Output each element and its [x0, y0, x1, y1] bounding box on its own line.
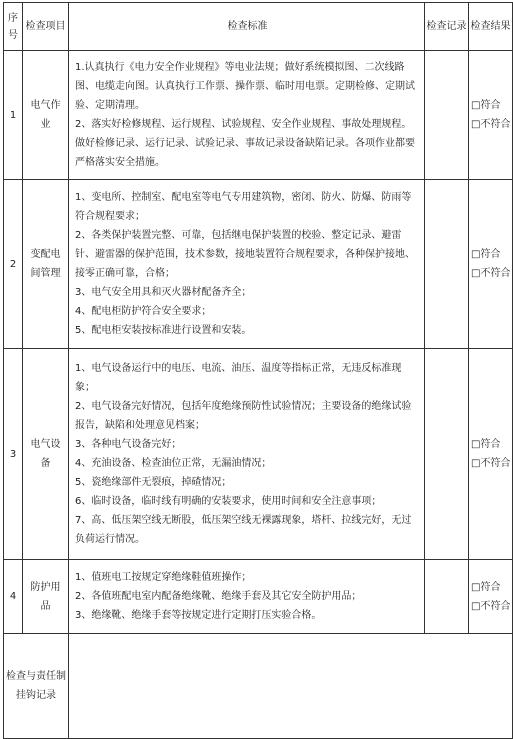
header-item: 检查项目 [23, 3, 69, 51]
standard-line: 3、电气安全用具和灭火器材配备齐全； [75, 287, 252, 298]
table-row [4, 51, 513, 180]
row-item: 电气设备 [23, 349, 69, 560]
standard-line: 7、高、低压架空线无断股，低压架空线无裸露现象，塔杆、拉线完好，无过负荷运行情况。 [75, 515, 412, 545]
standard-line: 1.认真执行《电力安全作业规程》等电业法规；做好系统模拟图、二次线路图、电缆走向图。认真执行工作票、操作票、临时用电票。定期检修、定期试验、定期清理。 [75, 62, 415, 111]
standard-line: 5、配电柜安装按标准进行设置和安装。 [75, 325, 252, 336]
row-standard [69, 560, 425, 634]
row-result [469, 180, 513, 349]
inspection-table [3, 2, 513, 739]
row-standard [69, 349, 425, 560]
standard-line: 6、临时设备，临时线有明确的安装要求，使用时间和安全注意事项； [75, 496, 382, 507]
result-ok-checkbox[interactable]: □符合 [471, 249, 501, 260]
table-row [4, 180, 513, 349]
standard-line: 3、各种电气设备完好； [75, 439, 182, 450]
result-ok-checkbox[interactable]: □符合 [471, 439, 501, 450]
standard-line: 1、电气设备运行中的电压、电流、油压、温度等指标正常，无违反标准现象； [75, 363, 402, 393]
row-standard [69, 51, 425, 180]
result-ng-checkbox[interactable]: □不符合 [471, 119, 511, 130]
row-record[interactable] [425, 51, 469, 180]
result-ng-checkbox[interactable]: □不符合 [471, 268, 511, 279]
header-record: 检查记录 [425, 3, 469, 51]
row-result [469, 51, 513, 180]
footer-label: 检查与责任制挂钩记录 [4, 634, 69, 739]
row-number: 2 [4, 180, 23, 349]
footer-row [4, 634, 513, 739]
table-row [4, 349, 513, 560]
standard-line: 2、电气设备完好情况，包括年度绝缘预防性试验情况；主要设备的绝缘试验报告，缺陷和处理意见档案； [75, 401, 412, 431]
row-number: 4 [4, 560, 23, 634]
row-number: 3 [4, 349, 23, 560]
row-record[interactable] [425, 180, 469, 349]
row-standard [69, 180, 425, 349]
row-item: 防护用品 [23, 560, 69, 634]
result-ok-checkbox[interactable]: □符合 [471, 100, 501, 111]
standard-line: 1、值班电工按规定穿绝缘鞋值班操作； [75, 572, 252, 583]
row-number: 1 [4, 51, 23, 180]
row-record[interactable] [425, 349, 469, 560]
header-no: 序号 [4, 3, 23, 51]
row-item: 变配电间管理 [23, 180, 69, 349]
row-record[interactable] [425, 560, 469, 634]
standard-line: 2、各值班配电室内配备绝缘靴、绝缘手套及其它安全防护用品； [75, 591, 362, 602]
standard-line: 1、变电所、控制室、配电室等电气专用建筑物，密闭、防火、防爆、防雨等符合规程要求； [75, 192, 412, 222]
footer-content[interactable] [69, 634, 513, 739]
table-row [4, 560, 513, 634]
result-ok-checkbox[interactable]: □符合 [471, 581, 501, 593]
table-header-row [4, 3, 513, 51]
result-ng-checkbox[interactable]: □不符合 [471, 458, 511, 469]
standard-line: 2、各类保护装置完整、可靠，包括继电保护装置的校验、整定记录、避雷针、避雷器的保护范围，技术参数，接地装置符合规程要求，各种保护接地、接零正确可靠，合格； [75, 230, 415, 279]
row-result [469, 349, 513, 560]
table-body [4, 51, 513, 634]
standard-line: 5、瓷绝缘部件无裂痕，掉碴情况； [75, 477, 232, 488]
standard-line: 4、充油设备、检查油位正常，无漏油情况； [75, 458, 272, 469]
result-ng-checkbox[interactable]: □不符合 [471, 600, 511, 612]
row-result [469, 560, 513, 634]
header-result: 检查结果 [469, 3, 513, 51]
header-standard: 检查标准 [69, 3, 425, 51]
standard-line: 3、绝缘靴、绝缘手套等按规定进行定期打压实验合格。 [75, 610, 322, 621]
row-item: 电气作业 [23, 51, 69, 180]
standard-line: 4、配电柜防护符合安全要求； [75, 306, 212, 317]
standard-line: 2、落实好检修规程、运行规程、试验规程、安全作业规程、事故处理规程。做好检修记录、运行记录、试验记录、事故记录设备缺陷记录。各项作业都要严格落实安全措施。 [75, 119, 415, 168]
